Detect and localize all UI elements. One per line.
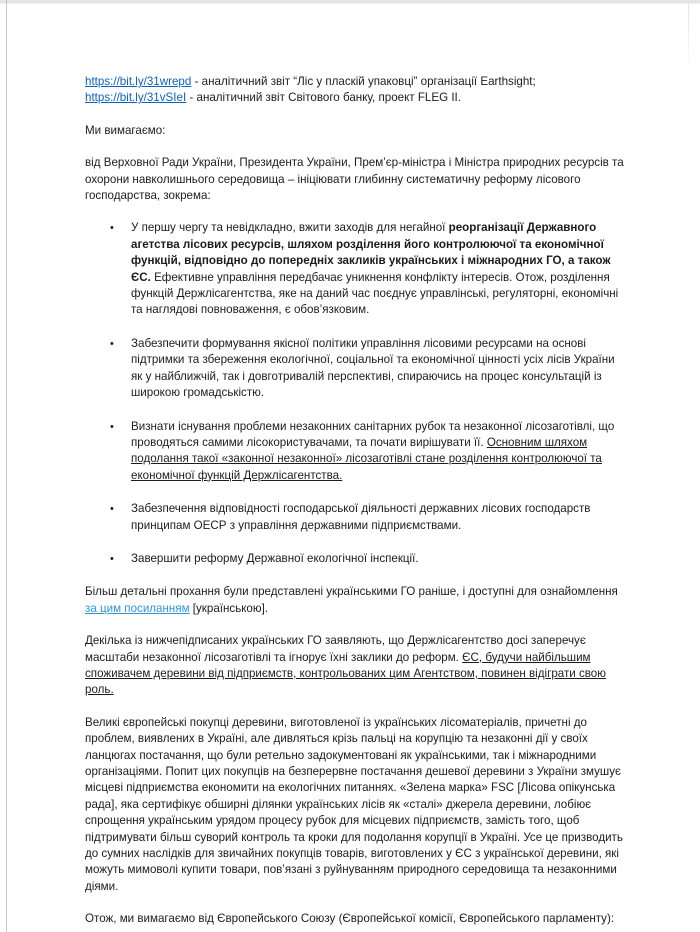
bullet-item-policy xyxy=(85,336,625,402)
ngo-statement-text: Декілька із нижчепідписаних українських ГО заявляють, що Держлісагентство досі заперечує масштаби незаконної лісозаготівлі та ігнорує їхні заклики до реформ. xyxy=(85,634,586,664)
we-demand-heading: Ми вимагаємо: xyxy=(85,123,166,137)
eu-demand-paragraph: Отож, ми вимагаємо від Європейського Союзу (Європейської комісії, Європейського парламенту): xyxy=(85,912,615,926)
more-details-text: [українською]. xyxy=(189,601,269,615)
bullet-dot-icon: • xyxy=(110,337,114,350)
demand-from-paragraph: від Верховної Ради України, Президента України, Прем’єр-міністра і Міністра природних ресурсів та охорони навколишнього середовища – ініціювати глибинну систематичну реформу лісового господарства, зокрема: xyxy=(85,156,624,203)
more-details-paragraph xyxy=(85,584,625,617)
bullet-item-eco-inspection xyxy=(85,551,625,567)
reference-text: - аналітичний звіт “Ліс у пласкій упаковці” організації Earthsight; xyxy=(191,75,536,88)
bullet-text-segment: Забезпечення відповідності господарської діяльності державних лісових господарств принципам ОЕСР з управління державними підприємствами. xyxy=(131,502,591,532)
bullet-item-reorganization xyxy=(85,220,625,318)
bullet-text xyxy=(131,419,625,485)
reference-link-earthsight[interactable]: https://bit.ly/31wrepd xyxy=(85,75,192,88)
references-block xyxy=(85,74,625,107)
reference-link-worldbank[interactable]: https://bit.ly/31vSIeI xyxy=(85,91,187,105)
bullet-text-segment: Забезпечити формування якісної політики управління лісовими ресурсами на основі підтримки та збереження екологічної, соціальної та економічної цінності усіх лісів України як у найближчій, так і довготривалій перспективі, спираючись на процес консультацій із широкою громадськістю. xyxy=(131,336,615,400)
bullet-text xyxy=(131,551,625,567)
bullet-text xyxy=(131,501,625,534)
bullet-text-segment: Визнати існування проблеми незаконних санітарних рубок та незаконної лісозаготівлі, що проводяться самими лісокористувачами, та почати вирішувати її. xyxy=(131,419,615,449)
reference-item xyxy=(85,74,625,90)
underlined-eu-role-text: ЄС, будучи найбільшим споживачем деревини від підприємств, контрольованих цим Агентством, повинен відіграти свою роль. xyxy=(85,650,606,697)
more-details-text: Більш детальні прохання були представлені українськими ГО раніше, і доступні для ознайомлення xyxy=(85,585,618,599)
bullet-dot-icon: • xyxy=(110,420,114,433)
underlined-solution-text: Основним шляхом подолання такої «законної незаконної» лісозаготівлі стане розділення контролюючої та економічної функцій Держлісагентства. xyxy=(131,435,602,482)
bullet-text-segment: Завершити реформу Державної екологічної інспекції. xyxy=(131,551,419,565)
page-right-edge xyxy=(688,4,689,74)
ngo-statement-paragraph xyxy=(85,633,625,699)
bullet-text xyxy=(131,220,625,318)
reference-item xyxy=(85,90,625,106)
more-details-link[interactable]: за цим посиланням xyxy=(85,601,190,615)
bold-reorganization-text: реорганізації Державного агетства лісових ресурсів, шляхом розділення його контролюючої та економічної функцій, відповідно до попередніх закликів українських і міжнародних ГО, а також ЄС. xyxy=(131,221,611,284)
bullet-list xyxy=(85,220,625,567)
bullet-dot-icon: • xyxy=(110,222,114,235)
bullet-dot-icon: • xyxy=(110,503,114,516)
bullet-text xyxy=(131,336,625,402)
document-content xyxy=(85,74,625,932)
bullet-item-illegal-logging xyxy=(85,419,625,485)
reference-text: - аналітичний звіт Світового банку, проект FLEG II. xyxy=(186,91,461,105)
bullet-text-segment: У першу чергу та невідкладно, вжити заходів для негайної xyxy=(131,221,449,235)
bullet-item-oecd xyxy=(85,501,625,534)
bullet-text-segment: Ефективне управління передбачає уникнення конфлікту інтересів. Отож, розділення функцій Держлісагентства, яке на даний час поєднує управлінські, регуляторні, економічні та наглядові повноваження, є обов’язковим. xyxy=(131,270,619,317)
bullet-dot-icon: • xyxy=(110,552,114,565)
page-left-edge xyxy=(6,0,7,932)
page-top-edge xyxy=(0,0,700,4)
buyers-paragraph: Великі європейські покупці деревини, виготовленої із українських лісоматеріалів, причетні до проблем, виявлених в Україні, але дивляться крізь пальці на корупцію та незаконні дії у своїх ланцюгах постачання, що були ретельно задокументовані як українськими, так і міжнародними організаціями. Попит цих покупців на безперервне постачання дешевої деревини з України змушує місцеві підприємства економити на екологічних питаннях. «Зелена марка» FSC [Лісова опікунська рада], яка сертифікує обширні ділянки українських лісів як «сталі» джерела деревини, лобіює спрощення українським урядом процесу рубок для місцевих підприємств, замість того, щоб підтримувати більш суворий контроль та кроки для подолання корупції в Україні. Усе це призводить до сумних наслідків для звичайних покупців товарів, виготовлених у ЄС з української деревини, які можуть мимоволі купити товари, пов’язані з руйнуванням природного середовища та незаконними діями. xyxy=(85,715,623,893)
